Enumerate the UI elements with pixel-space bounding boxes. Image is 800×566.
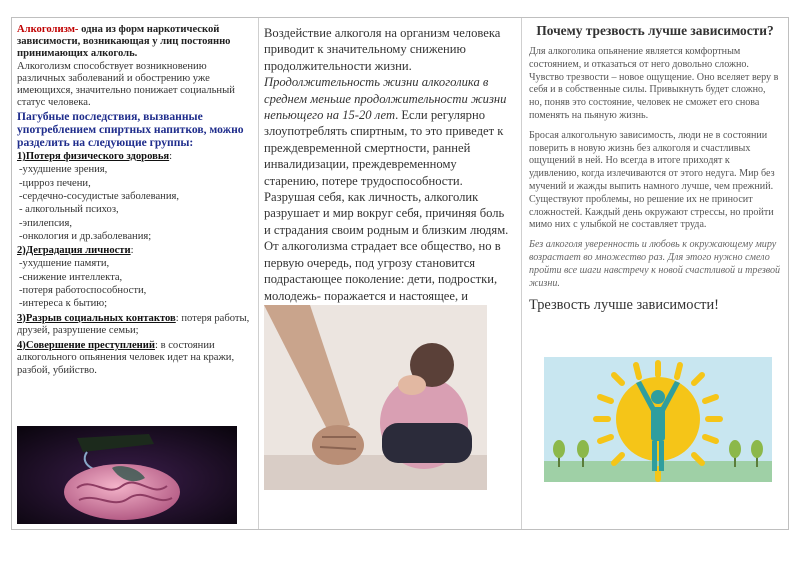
column-title: Почему трезвость лучше зависимости? (536, 23, 774, 38)
group-physical-health: 1)Потеря физического здоровья: -ухудшение зрения, -цирроз печени, -сердечно-сосудистые заболевания, - алкогольный психоз, -эпилепсия, -онкология и др.заболевания; (17, 151, 254, 243)
column-middle (259, 18, 522, 529)
group-personality-degradation: 2)Деградация личности: -ухудшение памяти, -снижение интеллекта, -потеря работоспособности, -интереса к бытию; (17, 245, 254, 310)
violence-photo (264, 305, 487, 490)
sobriety-paragraph-2: Бросая алкогольную зависимость, люди не в состоянии поверить в новую жизнь без алкоголя и счастливых ощущений в ней. Но всегда в итоге приходят к удивлению, когда излечиваются от этого недуга. Мир без мучений и жажды выпить намного лучше, чем прежний. Существуют проблемы, но решение их не приносит сложностей. Каждый день окружают стрессы, но пройти мимо них с улыбкой не составляет труда. (529, 129, 775, 231)
list-item: -потеря работоспособности, (19, 284, 147, 296)
intro-description: Алкоголизм способствует возникновению различных заболеваний и обострению уже имеющихся, значительно понижает социальный статус человека. (17, 60, 235, 109)
group-title: 1)Потеря физического здоровья (17, 151, 170, 163)
consequences-heading: Пагубные последствия, вызванные употреблением спиртных напитков, можно разделить на следующие группы: (17, 110, 244, 149)
intro-definition: Алкоголизм- одна из форм наркотической зависимости, возникающая у лиц постоянно принимающих алкоголь. (17, 24, 231, 60)
sobriety-paragraph-1: Для алкоголика опьянение является комфортным состоянием, и отказаться от него довольно сложно. Чувство трезвости – новое ощущение. Оно вселяет веру в себя и в собственные силы. Привыкнуть будет сложно, но, поняв это состояние, человек не сможет его снова поменять на пьяную жизнь. (529, 46, 779, 121)
list-item: -сердечно-сосудистые заболевания, (19, 191, 180, 202)
group-crimes: 4)Совершение преступлений: в состоянии алкогольного опьянения человек идет на кражи, разбой, убийство. (17, 339, 235, 376)
brain-bottle-image (17, 426, 237, 524)
effects-paragraph: Воздействие алкоголя на организм человека приводит к значительному снижению продолжительности жизни. Продолжительность жизни алкоголика в среднем меньше продолжительности жизни непьющего на 15-20 лет. Если регулярно злоупотреблять спиртным, то это приведет к преждевременной смертности, ранней инвалидизации, преждевременному старению, потере трудоспособности. Разрушая себя, как личность, алкоголик разрушает и мир вокруг себя, причиняя боль и страдания своим родным и близким людям. От алкоголизма страдает все общество, но в первую очередь, под угрозу становится подрастающее поколение: дети, подростки, молодежь- поражается и настоящее, и (264, 26, 509, 303)
list-item: -онкология и др.заболевания; (19, 230, 152, 242)
list-item: -эпилепсия, (19, 217, 72, 229)
sun-figure-illustration (544, 357, 772, 482)
sobriety-motto: Трезвость лучше зависимости! (529, 297, 719, 314)
brochure-sheet (11, 17, 789, 530)
group-title: 2)Деградация личности (17, 245, 131, 257)
list-item: - алкогольный психоз, (19, 204, 119, 216)
sobriety-italic-note: Без алкоголя уверенность и любовь к окружающему миру возрастает во множество раз. Для этого нужно смело пройти все шаги навстречу к новой счастливой и трезвой жизни. (529, 239, 781, 289)
list-item: -снижение интеллекта, (19, 271, 123, 283)
list-item: -цирроз печени, (19, 177, 91, 189)
alcoholism-term: Алкоголизм- (17, 24, 79, 35)
group-list (19, 163, 254, 243)
group-social-contacts: 3)Разрыв социальных контактов: потеря работы, друзей, разрушение семьи; (17, 312, 250, 337)
list-item: -интереса к бытию; (19, 298, 108, 310)
group-list (19, 257, 254, 310)
list-item: -ухудшение зрения, (19, 164, 108, 176)
column-left (12, 18, 259, 529)
list-item: -ухудшение памяти, (19, 258, 110, 270)
column-right (522, 18, 790, 529)
